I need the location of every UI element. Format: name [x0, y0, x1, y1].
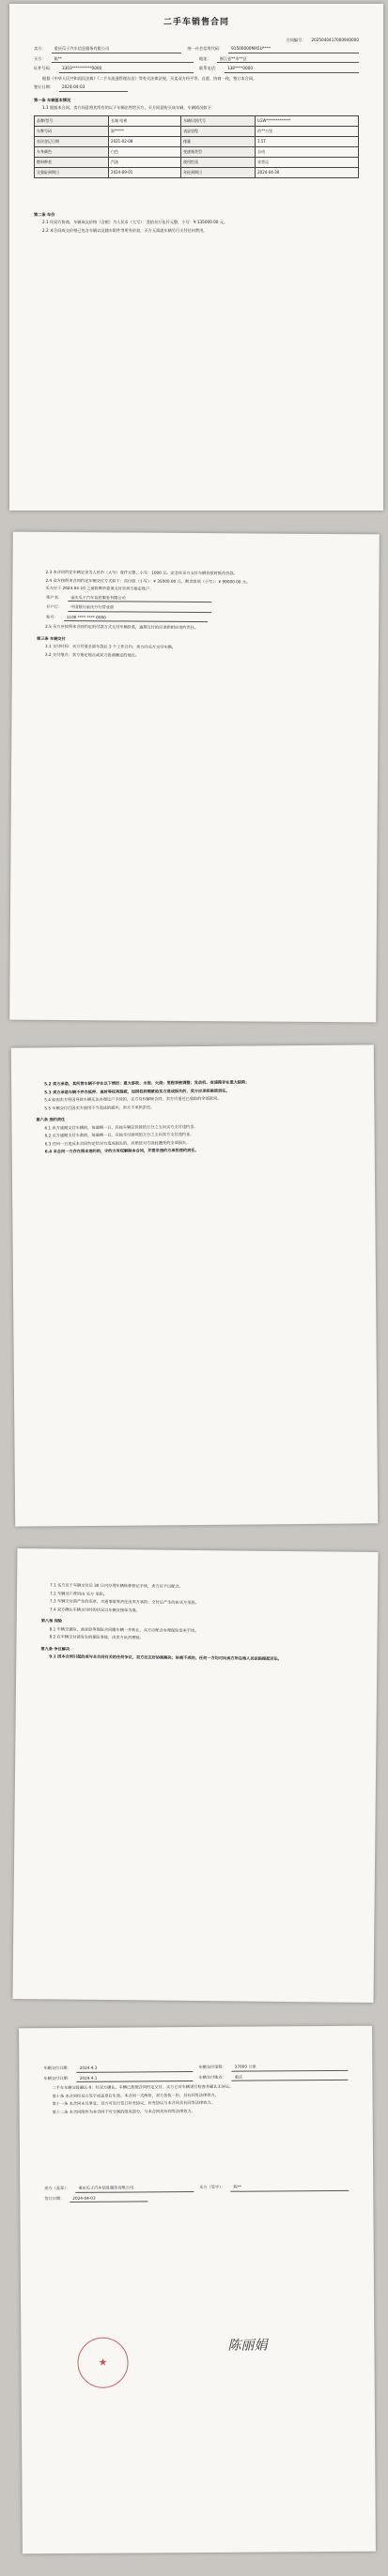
- buyer-phone-label: 联系电话：: [199, 66, 219, 71]
- page-4-p2: 7.2 车辆过户费用由 买方 承担。: [50, 1590, 107, 1596]
- buyer-id-label: 证件号码：: [34, 66, 54, 71]
- account-label: 账号：: [46, 614, 58, 619]
- contract-page-3: [11, 1044, 378, 1526]
- page-3-p4: 5.5 车辆交付后因买方使用不当造成的损坏，卖方不承担责任。: [44, 1104, 155, 1110]
- page-4-p4: 7.4 双方确认车辆交付时的状况以车辆交接单为准。: [49, 1606, 140, 1612]
- buyer-signature: 陈丽娟: [227, 2338, 268, 2354]
- table-cell-value: 浙*****: [109, 126, 181, 136]
- buyer-addr-label: 地址：: [199, 55, 211, 61]
- page-4-p3: 7.3 车辆交付前产生的违章、交通事故等责任由卖方承担；交付后产生的由买方承担。: [49, 1598, 199, 1606]
- seller-name: 重庆瓜子汽车信息服务有限公司: [52, 46, 182, 53]
- table-row: [35, 157, 359, 167]
- page-4-p6: 8.2 在车辆交付前发生的保险事故，由卖方负责理赔。: [49, 1634, 144, 1640]
- page-4-p5: 8.1 车辆交强险、商业险等保险合同随车辆一并转让，买方应配合办理保险变更手续。: [49, 1625, 199, 1633]
- contract-page-5: [19, 2026, 376, 2554]
- buyer-sign-label: 买方（签字）：: [199, 2184, 225, 2189]
- delivery-date2-label: 车辆交付日期：: [43, 2075, 71, 2081]
- contract-page-2: [9, 532, 380, 1023]
- seller-label: 卖方：: [34, 46, 46, 52]
- table-cell-value: 自动: [256, 146, 359, 157]
- table-cell-value: 2024-09-01: [109, 167, 181, 177]
- date-label: 签订日期：: [34, 84, 54, 90]
- page-5-p2: 第十条 本合同经双方签字或盖章后生效。本合同一式两份，双方各执一份，具有同等法律效力。: [52, 2092, 219, 2098]
- contract-date: 2024-04-03: [59, 84, 128, 92]
- page-4-p7: 9.1 因本合同引起的或与本合同有关的任何争议，双方应友好协商解决；协商不成的，任何一方均可向卖方所在地人民法院提起诉讼。: [49, 1654, 282, 1661]
- table-row: [35, 136, 359, 146]
- delivery-place-label: 车辆交付地点：: [198, 2074, 226, 2080]
- delivery-date2: 2024.4.1: [77, 2075, 194, 2082]
- contract-page-1: [9, 4, 383, 511]
- table-cell-label: 年检到期日: [181, 167, 256, 177]
- table-row: [35, 115, 359, 126]
- page-3-p8: 6.4 本合同一方存在根本违约的，守约方有权解除本合同，并要求违约方承担违约责任。: [44, 1147, 199, 1154]
- buyer-id: 3303**********0000: [59, 66, 194, 73]
- buyer-label: 买方：: [34, 55, 46, 61]
- table-cell-label: 车辆识别代号: [181, 115, 256, 126]
- page-3-p5: 6.1 卖方逾期交付车辆的，每逾期一日，应按车辆总价款的万分之五向买方支付违约金。: [44, 1123, 198, 1130]
- table-cell-value: 汽油: [109, 157, 181, 167]
- section-3-title: 第三条 车辆交付: [37, 635, 66, 641]
- table-cell-value: 非营运: [256, 157, 359, 167]
- delivery-place: 重庆: [232, 2073, 349, 2081]
- page-2-p3: 买方应于 2024-04-10 之前将剩余款项支付至卖方指定账户：: [45, 585, 154, 591]
- page-2-p2: 2.4 双方按照本合同约定车辆交付方式如下：首付款（小写）：¥ 35000.00 元，剩余款项（小写）：¥ 99000.00 元。: [45, 577, 251, 584]
- buyer-name: 陈**: [52, 56, 194, 64]
- section-1-text: 1.1 根据本合同，卖方同意将其所有的以下车辆出售给买方，买方同意购买该车辆，车辆情况如下：: [42, 105, 215, 111]
- table-cell-value: 2024-04-30: [256, 167, 359, 177]
- page-2-p6: 3.2 交付地点：卖方指定地点或双方协商确定的地点。: [44, 651, 140, 658]
- contract-title: 二手车销售合同: [163, 18, 229, 27]
- table-cell-value: 白色: [109, 146, 181, 157]
- table-cell-value: 2021-02-08: [109, 136, 181, 146]
- table-cell-label: 车牌号码: [35, 126, 109, 136]
- account-name-label: 账户名：: [46, 594, 63, 600]
- seal-star-icon: ★: [98, 2356, 108, 2370]
- account-name: 重庆瓜子汽车信息服务有限公司: [68, 595, 211, 603]
- section-6-title: 第六条 违约责任: [36, 1117, 66, 1122]
- page-4-p1: 7.1 买方应于车辆交付后 30 日内办理车辆转移登记手续，卖方应予以配合。: [50, 1582, 183, 1589]
- table-cell-value: 约**公里: [256, 126, 359, 136]
- bank-label: 开户行：: [46, 603, 63, 610]
- section-2-p2: 2.2 本合同成交价格已包含车辆以及随车附件等所有价款，买方无需就车辆另行支付任何费用。: [42, 227, 208, 233]
- table-row: [35, 167, 359, 177]
- page-3-p7: 6.3 任何一方违反本合同约定给对方造成损失的，应赔偿对方因此遭受的全部损失。: [44, 1139, 191, 1146]
- page-5-p1: 二手车车辆交接确认书：经双方确认，车辆已按照合同约定交付，买方已对车辆进行检查并确认无异议。: [52, 2083, 234, 2091]
- delivery-mileage: 37000 公里: [232, 2064, 349, 2071]
- section-2-p1: 2.1 经双方协商，车辆成交价格（含税）为人民币（大写）：壹拾叁万伍仟元整，小写：¥ 135000.00 元。: [42, 220, 228, 225]
- table-cell-value: 1.5T: [256, 136, 359, 146]
- section-8-title: 第八条 保险: [40, 1618, 63, 1623]
- page-3-p3: 5.4 如因卖方原因导致车辆无法办理过户手续的，买方有权解除合同，卖方应退还已收取的全部款项。: [44, 1095, 222, 1103]
- delivery-date-label: 车辆交付日期：: [43, 2065, 71, 2071]
- page-2-p1: 2.3 本合同约定车辆定金为人民币（大写）壹仟元整，小写：1000 元。定金在买方支付车辆价款时抵作价款。: [45, 569, 238, 576]
- table-cell-label: 交强险到期日: [35, 167, 109, 177]
- delivery-date: 2024.4.3: [77, 2065, 194, 2072]
- sign-date: 2024-04-03: [70, 2195, 147, 2203]
- seller-sign-label: 卖方（盖章）：: [44, 2185, 70, 2191]
- company-seal: [77, 2338, 128, 2388]
- table-cell-label: 燃料种类: [35, 157, 109, 167]
- table-cell-label: 表显里程: [181, 126, 256, 136]
- seller-id: 91500000MA5U****: [228, 46, 359, 53]
- seller-sign: 重庆瓜子汽车信息服务有限公司: [75, 2185, 194, 2192]
- table-cell-label: 品牌/型号: [35, 115, 109, 126]
- page-5-p4: 第十二条 本合同附件为本合同不可分割的组成部分，与本合同具有同等法律效力。: [52, 2108, 195, 2114]
- table-cell-label: 排量: [181, 136, 256, 146]
- section-1-title: 第一条 车辆基本情况: [34, 97, 71, 102]
- section-9-title: 第九条 争议解决: [40, 1645, 70, 1652]
- table-cell-label: 首次登记日期: [35, 136, 109, 146]
- page-2-p5: 3.1 交付时间：买方付清全部车款后 3 个工作日内，卖方向买方交付车辆。: [44, 643, 176, 649]
- page-3-p6: 6.2 买方逾期支付车款的，每逾期一日，应按未付款项的万分之五向卖方支付违约金。: [44, 1131, 194, 1138]
- page-3-p2: 5.3 卖方承诺车辆不存在抵押、查封等权利瑕疵，如因权利瑕疵给买方造成损失的，卖方应承担赔偿责任。: [44, 1088, 230, 1094]
- account-number: 1100 **** **** 0000: [64, 615, 208, 623]
- buyer-phone: 138****0000: [225, 66, 359, 73]
- bank-name: 中国银行重庆分行营业部: [68, 604, 211, 613]
- contract-number: 2025040417000940000: [311, 37, 359, 42]
- table-cell-label: 车身颜色: [35, 146, 109, 157]
- page-3-p1: 5.2 卖方承诺，其所售车辆不存在以下情形：重大事故、水泡、火烧；里程表被调整；发动机、变速箱存在重大缺陷；: [44, 1079, 250, 1087]
- buyer-sign: 陈**: [230, 2184, 349, 2191]
- table-cell-value: LGW*************: [256, 115, 359, 126]
- table-cell-label: 使用性质: [181, 157, 256, 167]
- page-2-p4: 2.5 买方应按照本合同约定的付款方式支付车辆价款，逾期支付的应承担相应违约责任。: [45, 623, 199, 631]
- seller-id-label: 统一社会信用代码：: [187, 46, 224, 52]
- contract-number-label: 合同编号：: [286, 37, 306, 42]
- contract-intro: 根据《中华人民共和国民法典》《二手车流通管理办法》等有关法律法规，买卖双方经平等、自愿、协商一致，签订本合同。: [42, 75, 257, 81]
- buyer-addr: 浙江省**市**区: [217, 56, 359, 64]
- table-cell-label: 变速箱类型: [181, 146, 256, 157]
- table-cell-value: 长城 哈弗: [109, 115, 181, 126]
- table-row: [35, 146, 359, 157]
- sign-date-label: 签订日期：: [44, 2195, 65, 2201]
- page-5-p3: 第十一条 本合同未尽事宜，双方可另行签订补充协议，补充协议与本合同具有同等法律效力。: [52, 2099, 215, 2107]
- table-row: [35, 126, 359, 136]
- contract-page-4: [12, 1548, 378, 2003]
- section-2-title: 第二条 车价: [34, 211, 55, 217]
- delivery-mileage-label: 车辆交付里程：: [198, 2064, 226, 2069]
- vehicle-info-table: [34, 115, 359, 178]
